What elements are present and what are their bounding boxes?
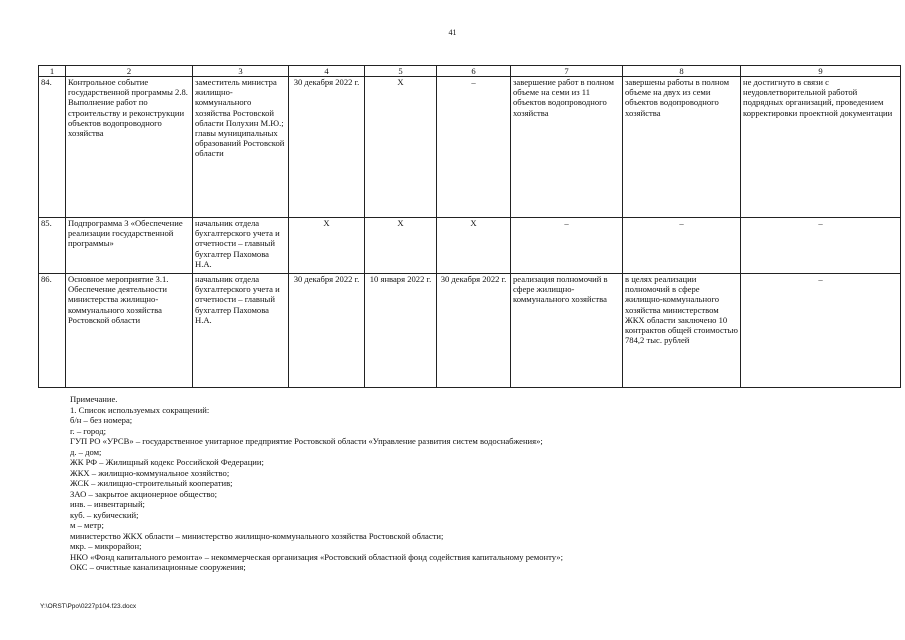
start-date-cell: 10 января 2022 г. [365,274,437,388]
note-line: инв. – инвентарный; [70,499,145,509]
table-row [39,274,901,388]
planned-result-cell: – [511,218,623,274]
report-table [38,65,901,388]
row-number-cell: 84. [39,77,66,218]
row-number-cell: 85. [39,218,66,274]
column-header: 3 [193,66,289,77]
note-line: министерство ЖКХ области – министерство жилищно-коммунального хозяйства Ростовской области; [70,530,444,541]
note-line: б/н – без номера; [70,415,133,425]
planned-result-cell: завершение работ в полном объеме на семи из 11 объектов водопроводного хозяйства [511,77,623,218]
note-line: ЖКХ – жилищно-коммунальное хозяйство; [70,467,230,478]
note-line: 1. Список используемых сокращений: [70,404,210,415]
table-row [39,218,901,274]
end-date-cell: – [437,77,511,218]
responsible-cell: начальник отдела бухгалтерского учета и отчетности – главный бухгалтер Пахомова Н.А. [193,218,289,274]
column-header: 4 [289,66,365,77]
actual-result-cell: завершены работы в полном объеме на двух из семи объектов водопроводного хозяйства [623,77,741,218]
start-date-cell: Х [365,77,437,218]
table-row [39,77,901,218]
note-line: мкр. – микрорайон; [70,541,142,551]
planned-date-cell: Х [289,218,365,274]
column-header: 2 [66,66,193,77]
event-name-cell: Основное мероприятие 3.1. Обеспечение деятельности министерства жилищно-коммунального хозяйства Ростовской области [66,274,193,388]
note-line: ЖСК – жилищно-строительный кооператив; [70,478,233,488]
reason-cell: – [741,218,901,274]
note-line: м – метр; [70,520,104,530]
planned-date-cell: 30 декабря 2022 г. [289,274,365,388]
reason-cell: – [741,274,901,388]
end-date-cell: Х [437,218,511,274]
note-line: г. – город; [70,425,107,436]
note-line: ЗАО – закрытое акционерное общество; [70,488,218,499]
end-date-cell: 30 декабря 2022 г. [437,274,511,388]
actual-result-cell: – [623,218,741,274]
column-header: 1 [39,66,66,77]
file-path-footer: Y:\ORST\Ppo\0227p104.f23.docx [40,603,137,610]
reason-cell: не достигнуто в связи с неудовлетворительной работой подрядных организаций, проведением корректировки проектной документации [741,77,901,218]
start-date-cell: Х [365,218,437,274]
notes-section [70,394,900,573]
note-line: ЖК РФ – Жилищный кодекс Российской Федерации; [70,457,264,467]
column-header: 6 [437,66,511,77]
row-number-cell: 86. [39,274,66,388]
notes-title: Примечание. [70,394,118,404]
event-name-cell: Контрольное событие государственной программы 2.8. Выполнение работ по строительству и реконструкции объектов водопроводного хозяйства [66,77,193,218]
column-header: 9 [741,66,901,77]
note-line: д. – дом; [70,446,102,457]
note-line: куб. – кубический; [70,509,139,520]
column-header: 8 [623,66,741,77]
page-number: 41 [448,28,457,37]
note-line: ОКС – очистные канализационные сооружения; [70,562,246,572]
responsible-cell: начальник отдела бухгалтерского учета и отчетности – главный бухгалтер Пахомова Н.А. [193,274,289,388]
responsible-cell: заместитель министра жилищно-коммунального хозяйства Ростовской области Полухин М.Ю.; главы муниципальных образований Ростовской области [193,77,289,218]
column-header: 7 [511,66,623,77]
planned-date-cell: 30 декабря 2022 г. [289,77,365,218]
event-name-cell: Подпрограмма 3 «Обеспечение реализации государственной программы» [66,218,193,274]
planned-result-cell: реализация полномочий в сфере жилищно-коммунального хозяйства [511,274,623,388]
note-line: ГУП РО «УРСВ» – государственное унитарное предприятие Ростовской области «Управление развития систем водоснабжения»; [70,436,543,446]
note-line: НКО «Фонд капитального ремонта» – некоммерческая организация «Ростовский областной фонд содействия капитальному ремонту»; [70,551,563,562]
column-header: 5 [365,66,437,77]
actual-result-cell: в целях реализации полномочий в сфере жилищно-коммунального хозяйства министерством ЖКХ области заключено 10 контрактов общей стоимостью 784,2 тыс. рублей [623,274,741,388]
table-header-row [39,66,901,77]
